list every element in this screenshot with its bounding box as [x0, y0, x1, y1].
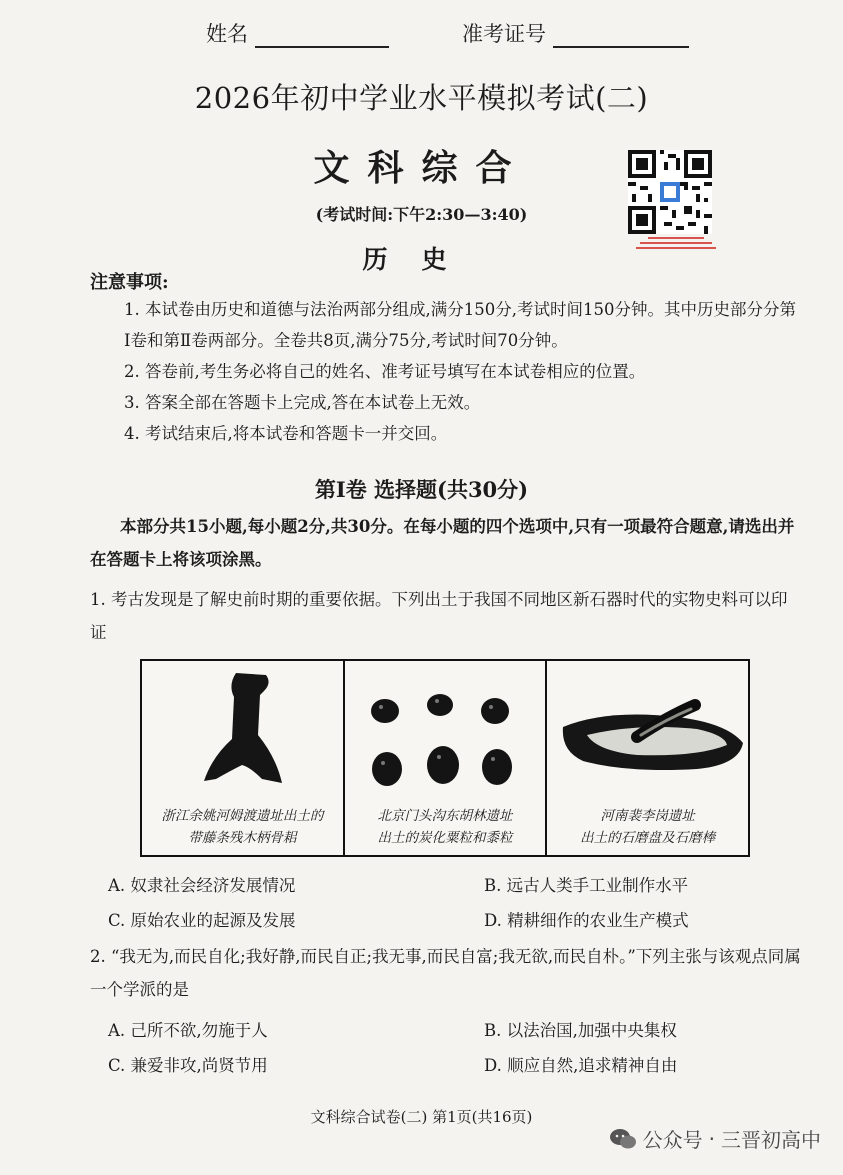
figure-caption-line: 北京门头沟东胡林遗址: [377, 808, 513, 824]
notice-item-text: 2. 答卷前,考生务必将自己的姓名、准考证号填写在本试卷相应的位置。: [124, 362, 646, 381]
grain-icon: [345, 661, 545, 811]
ticket-field: [462, 18, 689, 48]
figure-caption-line: 出土的石磨盘及石磨棒: [580, 830, 716, 846]
exam-title: 2026年初中学业水平模拟考试(二): [194, 81, 649, 115]
question-2-stem: 2. “我无为,而民自化;我好静,而民自正;我无事,而民自富;我无欲,而民自朴。”下列主张与该观点同属一个学派的是: [90, 947, 801, 999]
figure-caption-line: 出土的炭化粟粒和黍粒: [377, 830, 513, 846]
q2-option-d: D. 顺应自然,追求精神自由: [484, 1056, 678, 1075]
notice-item-3: [90, 387, 802, 418]
bone-spade-icon: [142, 661, 342, 811]
question-1-figure: [140, 659, 750, 857]
watermark-platform: 公众号: [642, 1128, 703, 1152]
notice-item-2: [90, 356, 802, 387]
figure-panel-1: [142, 661, 345, 855]
figure-caption-line: 浙江余姚河姆渡遗址出土的: [161, 808, 324, 824]
figure-panel-3: [547, 661, 748, 855]
part-title: 历史: [362, 245, 481, 274]
notice-heading: 注意事项:: [90, 272, 169, 293]
notice-item-text: 1. 本试卷由历史和道德与法治两部分组成,满分150分,考试时间150分钟。其中历史部分分第Ⅰ卷和第Ⅱ卷两部分。全卷共8页,满分75分,考试时间70分钟。: [124, 300, 796, 350]
name-field: [206, 18, 389, 48]
notice-item-4: [90, 418, 802, 449]
figure-caption-line: 河南裴李岗遗址: [600, 808, 695, 824]
notice-item-text: 4. 考试结束后,将本试卷和答题卡一并交回。: [124, 424, 448, 443]
watermark-separator: ·: [708, 1126, 715, 1151]
q1-option-a: A. 奴隶社会经济发展情况: [108, 876, 296, 895]
q1-option-b: B. 远古人类手工业制作水平: [484, 876, 689, 895]
q1-option-c: C. 原始农业的起源及发展: [108, 911, 296, 930]
ticket-blank: [553, 22, 689, 48]
name-blank: [255, 22, 389, 48]
figure-panel-2: [345, 661, 548, 855]
wechat-watermark: [609, 1124, 821, 1153]
question-1-stem: 1. 考古发现是了解史前时期的重要依据。下列出土于我国不同地区新石器时代的实物史料可以印证: [90, 590, 788, 642]
page-footer: 文科综合试卷(二) 第1页(共16页): [310, 1108, 533, 1126]
notice-item-text: 3. 答案全部在答题卡上完成,答在本试卷上无效。: [124, 393, 481, 412]
q2-option-b: B. 以法治国,加强中央集权: [484, 1021, 677, 1040]
subject-title: 文科综合: [313, 147, 530, 189]
q1-option-d: D. 精耕细作的农业生产模式: [484, 911, 689, 930]
name-label: 姓名: [206, 22, 248, 46]
wechat-icon: [609, 1128, 637, 1150]
section-title: 第Ⅰ卷 选择题(共30分): [314, 477, 529, 502]
notice-item-1: [90, 294, 802, 356]
exam-time: (考试时间:下午2:30—3:40): [315, 205, 528, 224]
figure-caption-line: 带藤条残木柄骨耜: [188, 830, 297, 846]
q2-option-a: A. 己所不欲,勿施于人: [108, 1021, 268, 1040]
section-description: 本部分共15小题,每小题2分,共30分。在每小题的四个选项中,只有一项最符合题意,请选出并在答题卡上将该项涂黑。: [90, 517, 795, 569]
qr-code-icon: [628, 150, 712, 234]
watermark-account: 三晋初高中: [721, 1128, 821, 1152]
ticket-label: 准考证号: [462, 22, 546, 46]
q2-option-c: C. 兼爱非攻,尚贤节用: [108, 1056, 268, 1075]
millstone-icon: [547, 661, 747, 811]
